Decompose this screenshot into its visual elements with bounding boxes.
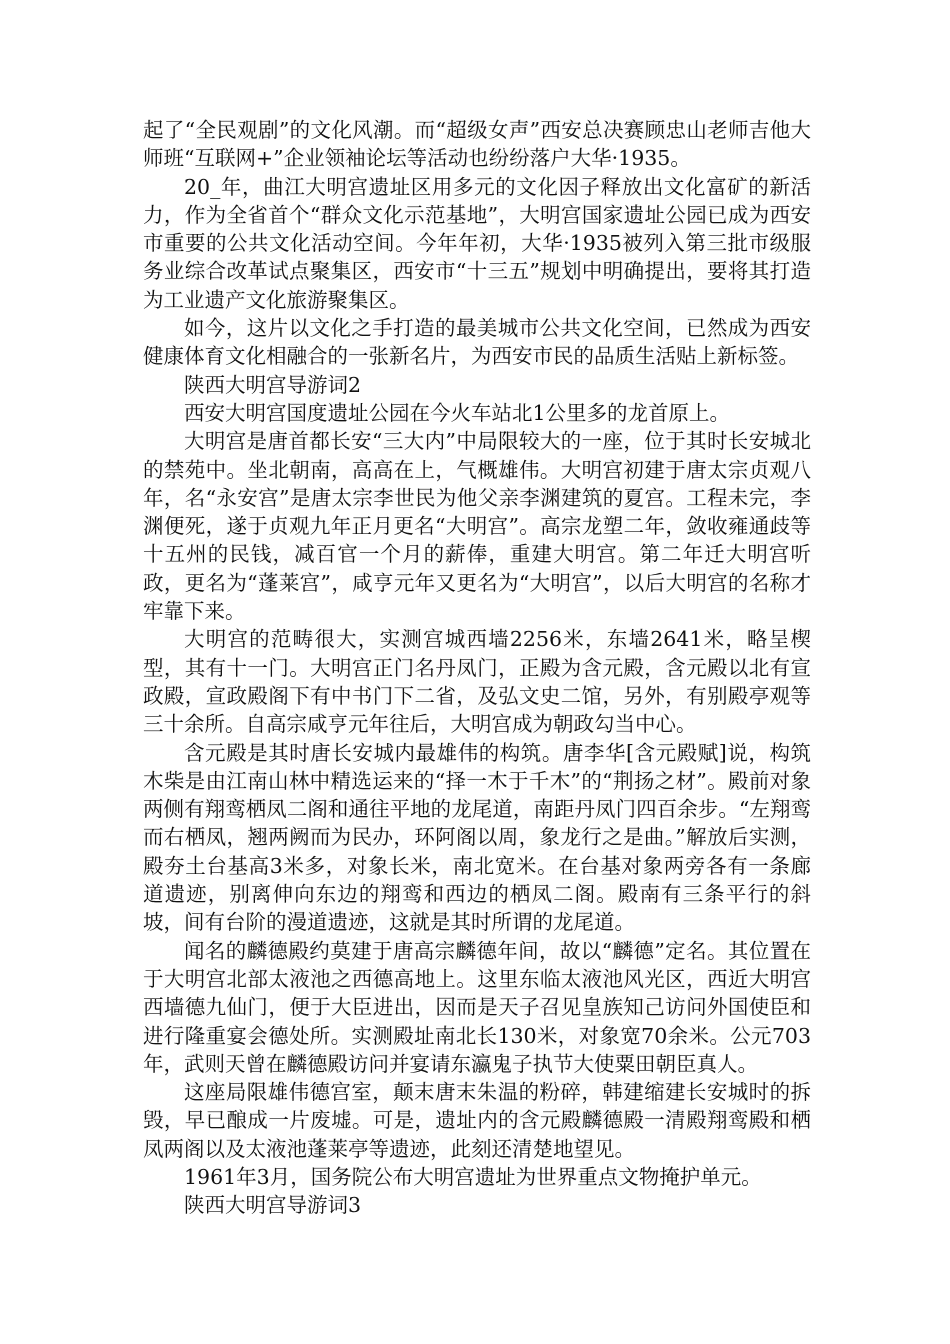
- paragraph-8: 闻名的麟德殿约莫建于唐高宗麟德年间，故以“麟德”定名。其位置在于大明宫北部太液池之西德高地上。这里东临太液池风光区，西近大明宫西墙德九仙门，便于大臣进出，因而是天子召见皇族知己访问外国使臣和进行隆重宴会德处所。实测殿址南北长130米，对象宽70余米。公元703年，武则天曾在麟德殿访问并宴请东瀛鬼子执节大使粟田朝臣真人。: [143, 938, 811, 1076]
- paragraph-9: 这座局限雄伟德宫室，颠末唐末朱温的粉碎，韩建缩建长安城时的拆毁，早已酿成一片废墟。可是，遗址内的含元殿麟德殿一清殿翔鸾殿和栖凤两阁以及太液池蓬莱亭等遗迹，此刻还清楚地望见。: [143, 1080, 811, 1161]
- paragraph-4: 西安大明宫国度遗址公园在今火车站北1公里多的龙首原上。: [184, 400, 731, 425]
- paragraph-5: 大明宫是唐首都长安“三大内”中局限较大的一座，位于其时长安城北的禁苑中。坐北朝南，高高在上，气概雄伟。大明宫初建于唐太宗贞观八年，名“永安宫”是唐太宗李世民为他父亲李渊建筑的夏宫。工程未完，李渊便死，遂于贞观九年正月更名“大明宫”。高宗龙塑二年，敛收雍通歧等十五州的民钱，减百官一个月的薪俸，重建大明宫。第二年迁大明宫听政，更名为“蓬莱宫”，咸亨元年又更名为“大明宫”，以后大明宫的名称才牢靠下来。: [143, 429, 811, 624]
- paragraph-2: 20_年，曲江大明宫遗址区用多元的文化因子释放出文化富矿的新活力，作为全省首个“群众文化示范基地”，大明宫国家遗址公园已成为西安市重要的公共文化活动空间。今年年初，大华·1935被列入第三批市级服务业综合改革试点聚集区，西安市“十三五”规划中明确提出，要将其打造为工业遗产文化旅游聚集区。: [143, 174, 811, 312]
- document-page: [143, 116, 811, 1220]
- paragraph-3: 如今，这片以文化之手打造的最美城市公共文化空间，已然成为西安健康体育文化相融合的一张新名片，为西安市民的品质生活贴上新标签。: [143, 316, 811, 369]
- section-heading-3: 陕西大明宫导游词3: [184, 1193, 362, 1218]
- paragraph-10: 1961年3月，国务院公布大明宫遗址为世界重点文物掩护单元。: [184, 1164, 762, 1189]
- paragraph-7: 含元殿是其时唐长安城内最雄伟的构筑。唐李华[含元殿赋]说，构筑木柴是由江南山林中精选运来的“择一木于千木”的“荆扬之材”。殿前对象两侧有翔鸾栖凤二阁和通往平地的龙尾道，南距丹凤门四百余步。“左翔鸾而右栖凤，翘两阙而为民办，环阿阁以周，象龙行之是曲。”解放后实测，殿夯土台基高3米多，对象长米，南北宽米。在台基对象两旁各有一条廊道遗迹，别离伸向东边的翔鸾和西边的栖凤二阁。殿南有三条平行的斜坡，间有台阶的漫道遗迹，这就是其时所谓的龙尾道。: [143, 740, 811, 935]
- paragraph-6: 大明宫的范畴很大，实测宫城西墙2256米，东墙2641米，略呈楔型，其有十一门。大明宫正门名丹凤门，正殿为含元殿，含元殿以北有宣政殿，宣政殿阁下有中书门下二省，及弘文史二馆，另外，有别殿亭观等三十余所。自高宗咸亨元年往后，大明宫成为朝政勾当中心。: [143, 627, 811, 737]
- paragraph-1: 起了“全民观剧”的文化风潮。而“超级女声”西安总决赛顾忠山老师吉他大师班“互联网+”企业领袖论坛等活动也纷纷落户大华·1935。: [143, 118, 811, 171]
- section-heading-2: 陕西大明宫导游词2: [184, 372, 362, 397]
